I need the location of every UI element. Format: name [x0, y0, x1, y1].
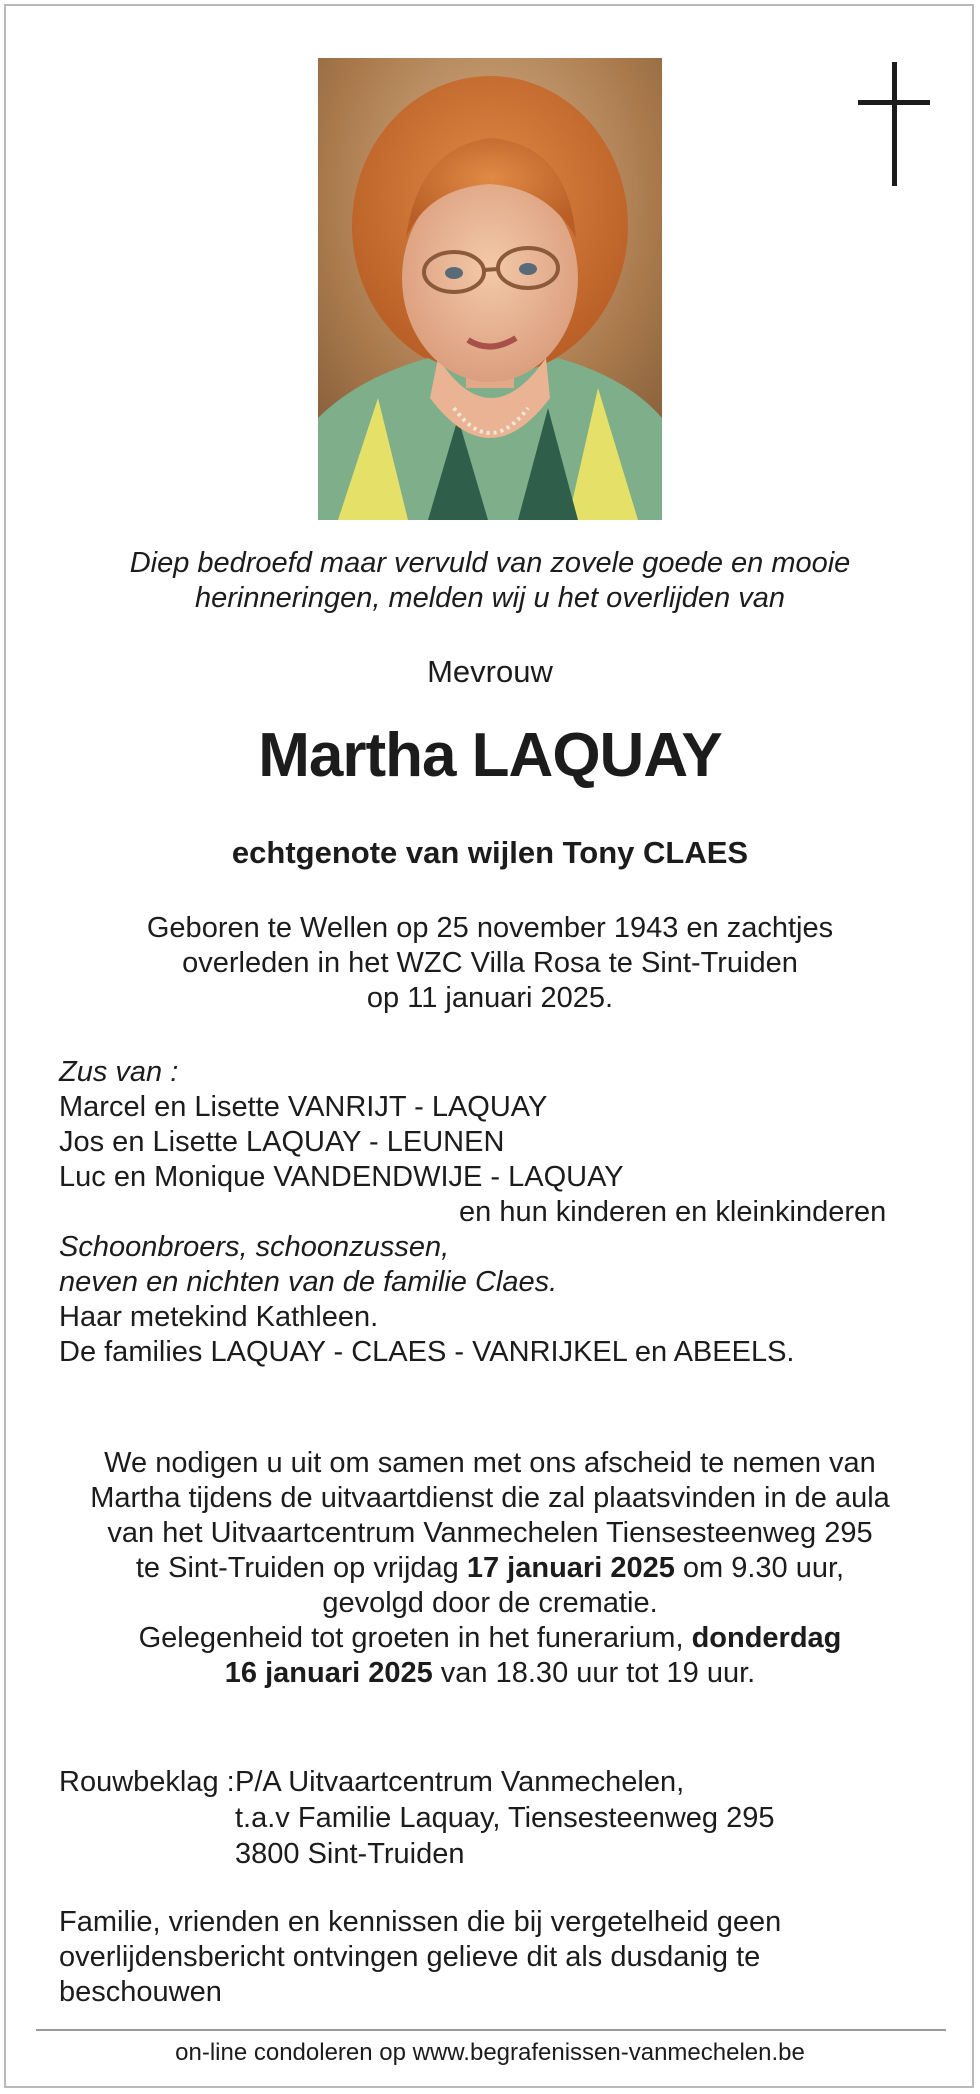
family-inlaws: neven en nichten van de familie Claes. — [59, 1266, 558, 1298]
intro-text: Diep bedroefd maar vervuld van zovele goede en mooie herinneringen, melden wij u het overlijden van — [129, 547, 851, 614]
visitation-date: 16 januari 2025 — [224, 1657, 433, 1689]
footer-link[interactable]: on-line condoleren op www.begrafenissen-vanmechelen.be — [175, 2039, 805, 2066]
salutation: Mevrouw — [427, 654, 553, 689]
address-label: Rouwbeklag : — [59, 1766, 235, 1798]
family-sibling: Marcel en Lisette VANRIJT - LAQUAY — [59, 1091, 548, 1123]
family-kids: en hun kinderen en kleinkinderen — [459, 1196, 887, 1228]
cross-icon — [858, 62, 930, 186]
family-godchild: Haar metekind Kathleen. — [59, 1301, 379, 1333]
ceremony-text: We nodigen u uit om samen met ons afscheid te nemen van Martha tijdens de uitvaartdienst die zal plaatsvinden in de aula van het Uitvaartcentrum Vanmechelen Tiensesteenweg 295 te Sint-Truiden op vrijdag 17 januari 2025 om 9.30 uur, gevolgd door de crematie. Gelegenheid tot groeten in het funerarium, donderdag 16 januari 2025 van 18.30 uur tot 19 uur. — [90, 1447, 890, 1689]
funeral-date: 17 januari 2025 — [466, 1552, 675, 1584]
condolence-address: Rouwbeklag : P/A Uitvaartcentrum Vanmechelen, t.a.v Familie Laquay, Tiensesteenweg 295 3800 Sint-Truiden — [59, 1766, 775, 1870]
birth-death-text: Geboren te Wellen op 25 november 1943 en zachtjes overleden in het WZC Villa Rosa te Sint-Truiden op 11 januari 2025. — [146, 912, 834, 1014]
family-sibling: Jos en Lisette LAQUAY - LEUNEN — [59, 1126, 505, 1158]
family-heading: Zus van : — [59, 1056, 179, 1088]
visitation-day: donderdag — [691, 1622, 842, 1654]
deceased-name: Martha LAQUAY — [258, 721, 722, 790]
footer-divider — [36, 2029, 946, 2031]
family-list — [59, 1055, 886, 1370]
portrait-photo — [318, 58, 662, 520]
family-sibling: Luc en Monique VANDENDWIJE - LAQUAY — [59, 1161, 624, 1193]
spouse-line: echtgenote van wijlen Tony CLAES — [231, 835, 749, 870]
notice-text: Familie, vrienden en kennissen die bij vergetelheid geen overlijdensbericht ontvingen gelieve dit als dusdanig te beschouwen — [59, 1906, 782, 2008]
family-families: De families LAQUAY - CLAES - VANRIJKEL en ABEELS. — [59, 1336, 795, 1368]
family-inlaws: Schoonbroers, schoonzussen, — [59, 1231, 450, 1263]
